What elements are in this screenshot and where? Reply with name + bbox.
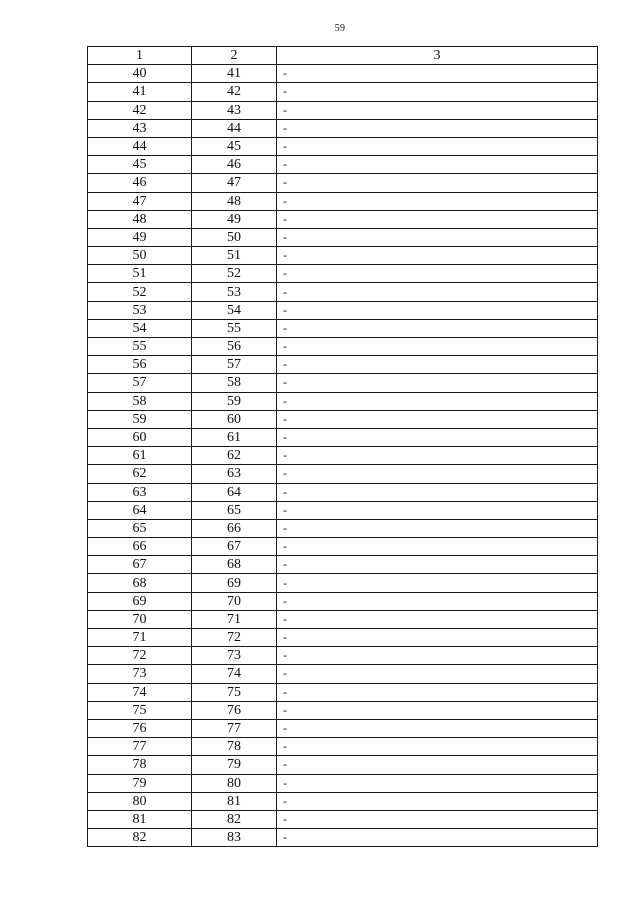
table-cell-col3: - [277,174,598,192]
table-cell-col2: 68 [192,556,277,574]
table-cell-col2: 64 [192,483,277,501]
table-cell-col1: 68 [88,574,192,592]
table-cell-col3: - [277,501,598,519]
table-cell-col3: - [277,610,598,628]
table-cell-col3: - [277,592,598,610]
table-cell-col3: - [277,738,598,756]
table-cell-col1: 58 [88,392,192,410]
table-cell-col1: 79 [88,774,192,792]
table-cell-col1: 81 [88,810,192,828]
table-row [88,174,598,192]
table-cell-col3: - [277,156,598,174]
table-cell-col2: 63 [192,465,277,483]
table-cell-col3: - [277,483,598,501]
table-cell-col3: - [277,265,598,283]
table-cell-col1: 55 [88,338,192,356]
table-cell-col2: 83 [192,829,277,847]
data-table [87,46,598,847]
table-row [88,756,598,774]
table-row [88,228,598,246]
table-cell-col2: 49 [192,210,277,228]
table-cell-col2: 42 [192,83,277,101]
table-cell-col1: 73 [88,665,192,683]
page-number: 59 [334,23,346,34]
table-row [88,610,598,628]
table-row [88,410,598,428]
table-cell-col2: 81 [192,792,277,810]
table-cell-col3: - [277,192,598,210]
table-cell-col3: - [277,65,598,83]
table-cell-col3: - [277,101,598,119]
table-cell-col3: - [277,829,598,847]
table-row [88,119,598,137]
table-cell-col1: 40 [88,65,192,83]
table-cell-col3: - [277,374,598,392]
table-cell-col1: 41 [88,83,192,101]
table-cell-col1: 80 [88,792,192,810]
table-body [88,65,598,847]
table-header [88,47,598,65]
table-cell-col2: 62 [192,447,277,465]
table-cell-col3: - [277,410,598,428]
table-cell-col3: - [277,137,598,155]
table-cell-col1: 69 [88,592,192,610]
table-row [88,301,598,319]
column-header-1: 1 [88,47,192,65]
table-row [88,137,598,155]
table-cell-col2: 76 [192,701,277,719]
table-cell-col1: 46 [88,174,192,192]
table-row [88,829,598,847]
table-cell-col2: 41 [192,65,277,83]
table-row [88,538,598,556]
table-cell-col2: 79 [192,756,277,774]
table-row [88,574,598,592]
table-cell-col3: - [277,447,598,465]
table-cell-col1: 45 [88,156,192,174]
table-cell-col3: - [277,665,598,683]
table-cell-col2: 66 [192,519,277,537]
table-row [88,774,598,792]
table-cell-col1: 57 [88,374,192,392]
table-row [88,665,598,683]
table-cell-col3: - [277,629,598,647]
table-cell-col1: 42 [88,101,192,119]
table-cell-col2: 77 [192,719,277,737]
table-cell-col3: - [277,119,598,137]
table-cell-col3: - [277,356,598,374]
table-row [88,647,598,665]
table-cell-col2: 61 [192,428,277,446]
table-cell-col2: 43 [192,101,277,119]
table-cell-col1: 62 [88,465,192,483]
table-cell-col1: 47 [88,192,192,210]
table-cell-col2: 73 [192,647,277,665]
table-cell-col2: 50 [192,228,277,246]
table-cell-col2: 45 [192,137,277,155]
table-cell-col2: 65 [192,501,277,519]
table-cell-col2: 82 [192,810,277,828]
table-cell-col1: 56 [88,356,192,374]
table-row [88,719,598,737]
table-cell-col1: 74 [88,683,192,701]
table-row [88,810,598,828]
table-row [88,65,598,83]
table-row [88,283,598,301]
table-cell-col2: 51 [192,247,277,265]
table-cell-col2: 54 [192,301,277,319]
table-cell-col2: 57 [192,356,277,374]
table-cell-col3: - [277,319,598,337]
table-cell-col2: 55 [192,319,277,337]
table-row [88,501,598,519]
table-cell-col3: - [277,719,598,737]
table-cell-col2: 72 [192,629,277,647]
table-cell-col1: 52 [88,283,192,301]
table-row [88,374,598,392]
table-cell-col3: - [277,428,598,446]
table-row [88,465,598,483]
table-cell-col3: - [277,756,598,774]
table-cell-col1: 60 [88,428,192,446]
table-row [88,701,598,719]
table-cell-col1: 76 [88,719,192,737]
table-cell-col2: 70 [192,592,277,610]
table-cell-col1: 82 [88,829,192,847]
table-cell-col2: 74 [192,665,277,683]
table-cell-col1: 50 [88,247,192,265]
table-cell-col1: 70 [88,610,192,628]
table-cell-col1: 75 [88,701,192,719]
table-cell-col1: 59 [88,410,192,428]
table-row [88,210,598,228]
table-cell-col3: - [277,283,598,301]
table-cell-col3: - [277,228,598,246]
table-row [88,428,598,446]
table-cell-col1: 48 [88,210,192,228]
table-cell-col2: 80 [192,774,277,792]
table-cell-col1: 43 [88,119,192,137]
table-cell-col2: 78 [192,738,277,756]
table-cell-col3: - [277,574,598,592]
table-row [88,556,598,574]
table-cell-col3: - [277,210,598,228]
table-cell-col1: 66 [88,538,192,556]
table-row [88,83,598,101]
table-cell-col1: 54 [88,319,192,337]
table-cell-col3: - [277,392,598,410]
table-cell-col3: - [277,792,598,810]
table-cell-col3: - [277,683,598,701]
table-cell-col1: 64 [88,501,192,519]
table-cell-col3: - [277,701,598,719]
table-cell-col3: - [277,83,598,101]
table-row [88,101,598,119]
table-cell-col1: 49 [88,228,192,246]
table-cell-col3: - [277,556,598,574]
table-cell-col1: 77 [88,738,192,756]
table-row [88,247,598,265]
table-cell-col2: 60 [192,410,277,428]
table-cell-col3: - [277,338,598,356]
table-cell-col1: 71 [88,629,192,647]
table-row [88,356,598,374]
table-cell-col1: 44 [88,137,192,155]
table-cell-col3: - [277,247,598,265]
table-row [88,447,598,465]
table-cell-col1: 78 [88,756,192,774]
table-cell-col2: 69 [192,574,277,592]
table-cell-col2: 56 [192,338,277,356]
table-row [88,156,598,174]
table-cell-col3: - [277,810,598,828]
column-header-3: 3 [277,47,598,65]
table-cell-col3: - [277,465,598,483]
table-cell-col3: - [277,647,598,665]
table-row [88,592,598,610]
table-cell-col3: - [277,519,598,537]
table-cell-col2: 52 [192,265,277,283]
table-row [88,338,598,356]
table-row [88,265,598,283]
table-cell-col2: 67 [192,538,277,556]
table-row [88,792,598,810]
table-cell-col1: 51 [88,265,192,283]
table-cell-col2: 53 [192,283,277,301]
table-row [88,519,598,537]
table-row [88,392,598,410]
table-cell-col2: 58 [192,374,277,392]
table-cell-col1: 72 [88,647,192,665]
table-cell-col2: 44 [192,119,277,137]
table-cell-col2: 46 [192,156,277,174]
table-header-row [88,47,598,65]
table-cell-col3: - [277,301,598,319]
table-row [88,738,598,756]
table-cell-col1: 61 [88,447,192,465]
table-row [88,683,598,701]
table-cell-col2: 71 [192,610,277,628]
table-cell-col1: 67 [88,556,192,574]
table-cell-col1: 53 [88,301,192,319]
table-row [88,483,598,501]
table-row [88,319,598,337]
table-cell-col2: 75 [192,683,277,701]
table-cell-col3: - [277,538,598,556]
table-cell-col3: - [277,774,598,792]
table-cell-col2: 47 [192,174,277,192]
table-cell-col2: 59 [192,392,277,410]
table-cell-col2: 48 [192,192,277,210]
table-row [88,629,598,647]
column-header-2: 2 [192,47,277,65]
table-row [88,192,598,210]
table-cell-col1: 65 [88,519,192,537]
table-cell-col1: 63 [88,483,192,501]
